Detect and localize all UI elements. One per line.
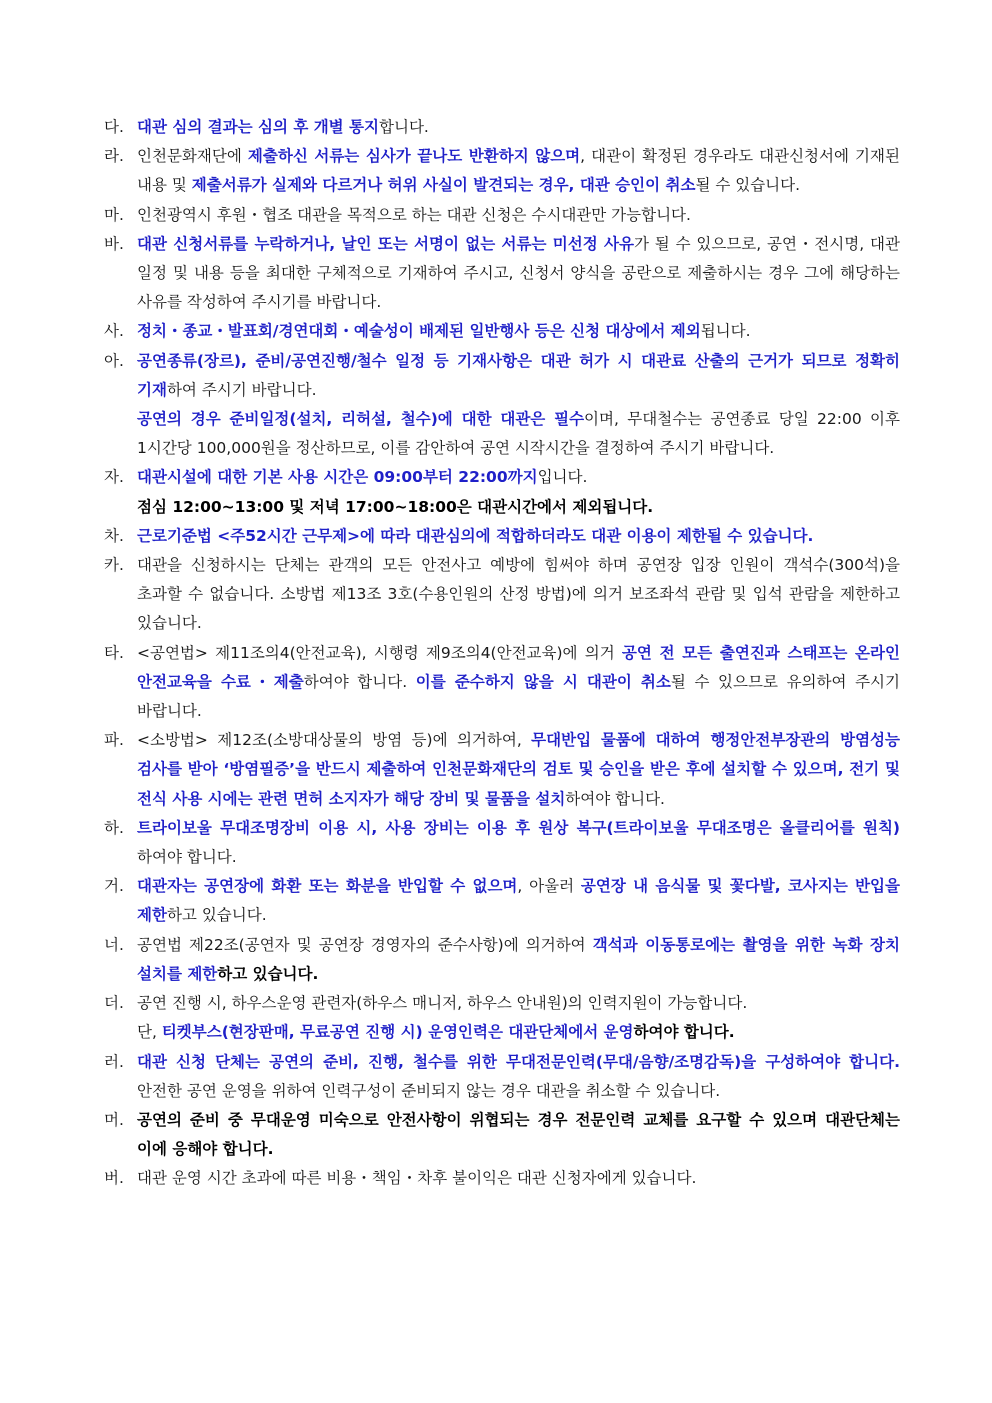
list-item-subparagraph [104,1018,900,1047]
text-segment: 됩니다. [700,322,751,341]
text-segment: 될 수 있습니다. [695,176,801,195]
text-segment: , 대관이 확정된 경우라도 대관신청서에 기재된 내용 및 [137,147,900,195]
list-item [104,142,900,200]
list-item [104,814,900,872]
text-segment: 공연장 내 음식물 및 꽃다발, 코사지는 반입을 제한 [137,877,901,925]
list-item-marker: 라. [104,147,124,166]
text-segment: 하여야 합니다. [303,672,416,691]
text-segment: 대관자는 공연장에 화환 또는 화분을 반입할 수 없으며 [137,877,518,896]
list-item-text [137,551,900,639]
list-item-text [137,201,900,230]
list-item [104,463,900,492]
list-item-text [137,142,900,200]
text-segment: 합니다. [379,118,429,136]
list-item [104,347,900,405]
text-segment: 하여야 합니다. [565,789,665,808]
list-item-marker: 사. [104,322,124,341]
text-segment: 공연 진행 시, 하우스운영 관련자(하우스 매니저, 하우스 안내원)의 인력지원이 가능합니다. [137,994,748,1013]
text-segment: 이를 준수하지 않을 시 대관이 취소 [415,672,671,691]
list-item [104,931,900,989]
list-item-marker: 다. [104,118,124,136]
list-item-text [137,639,900,727]
list-item [104,113,900,142]
text-segment: 대관시설에 대한 기본 사용 시간은 09:00부터 22:00까지 [137,468,538,487]
list-item-marker: 버. [104,1169,124,1188]
text-segment: 인천문화재단에 [137,147,248,166]
text-segment: 입니다. [537,468,588,487]
list-item-marker: 너. [104,935,124,954]
text-segment: 제출서류가 실제와 다르거나 허위 사실이 발견되는 경우, 대관 승인이 취소 [191,176,696,195]
list-item [104,872,900,930]
list-item-marker: 바. [104,234,124,253]
list-item-marker: 카. [104,556,124,575]
text-segment: 가 될 수 있으므로, 공연・전시명, 대관 일정 및 내용 등을 최대한 구체적으로 기재하여 주시고, 신청서 양식을 공란으로 제출하시는 경우 그에 해당하는 사유를 작성하여 주시기를 바랍니다. [137,234,900,312]
list-item [104,230,900,318]
list-item-text [137,814,900,872]
list-item-marker: 차. [104,526,124,545]
list-item-text [137,989,900,1018]
text-segment: 단, [137,1023,162,1042]
text-segment: 하여 주시기 바랍니다. [166,380,317,399]
list-item-text [137,522,900,551]
text-segment: 하여야 합니다. [633,1023,735,1042]
text-segment: 대관 신청 단체는 공연의 준비, 진행, 철수를 위한 무대전문인력(무대/음향/조명감독)을 구성하여야 합니다. [137,1052,900,1071]
text-segment: 공연의 준비 중 무대운영 미숙으로 안전사항이 위협되는 경우 전문인력 교체를 요구할 수 있으며 대관단체는 이에 응해야 합니다. [137,1110,900,1159]
list-item-marker: 러. [104,1052,124,1071]
text-segment: 객석과 이동통로에는 촬영을 위한 녹화 장치 설치를 제한 [137,935,900,983]
text-segment: 안전한 공연 운영을 위하여 인력구성이 준비되지 않는 경우 대관을 취소할 수 있습니다. [137,1081,721,1100]
text-segment: 무대반입 물품에 대하여 행정안전부장관의 방염성능 검사를 받아 ‘방염필증’을 반드시 제출하여 인천문화재단의 검토 및 승인을 받은 후에 설치할 수 있으며, 전기 및 전식 사용 시에는 관련 면허 소지자가 해당 장비 및 물품을 설치 [137,731,900,808]
text-segment: 트라이보울 무대조명장비 이용 시, 사용 장비는 이용 후 원상 복구(트라이보울 무대조명은 올클리어를 원칙) [137,818,900,837]
text-segment: 근로기준법 <주52시간 근무제>에 따라 대관심의에 적합하더라도 대관 이용이 제한될 수 있습니다. [137,526,814,545]
text-segment: 하여야 합니다. [137,848,237,867]
text-segment: 공연종류(장르), 준비/공연진행/철수 일정 등 기재사항은 대관 허가 시 대관료 산출의 근거가 되므로 정확히 기재 [137,351,900,399]
list-item-marker: 하. [104,818,124,837]
list-item-marker: 마. [104,205,124,224]
list-item-text [137,726,900,814]
text-segment: 점심 12:00~13:00 및 저녁 17:00~18:00은 대관시간에서 제외됩니다. [137,497,654,516]
list-item-marker: 더. [104,994,124,1013]
list-item-marker: 파. [104,731,124,750]
text-segment: 대관을 신청하시는 단체는 관객의 모든 안전사고 예방에 힘써야 하며 공연장 입장 인원이 객석수(300석)을 초과할 수 없습니다. 소방법 제13조 3호(수용인원의 산정 방법)에 의거 보조좌석 관람 및 입석 관람을 제한하고 있습니다. [137,556,900,633]
list-item-marker: 아. [104,351,124,370]
text-segment: 대관 신청서류를 누락하거나, 날인 또는 서명이 없는 서류는 미선정 사유 [137,234,634,253]
list-item-text [137,1048,900,1106]
text-segment: 제출하신 서류는 심사가 끝나도 반환하지 않으며 [247,147,581,166]
list-item [104,522,900,551]
list-item [104,1048,900,1106]
list-item [104,1106,900,1164]
text-segment: <공연법> 제11조의4(안전교육), 시행령 제9조의4(안전교육)에 의거 [137,643,622,662]
text-segment: <소방법> 제12조(소방대상물의 방염 등)에 의거하여, [137,731,532,750]
list-item-marker: 거. [104,877,124,896]
list-item-subparagraph [104,493,900,522]
list-item-text [137,1164,900,1193]
text-segment: 대관 운영 시간 초과에 따른 비용・책임・차후 불이익은 대관 신청자에게 있습니다. [137,1169,697,1188]
notice-list [104,113,900,1194]
text-segment: 정치・종교・발표회/경연대회・예술성이 배제된 일반행사 등은 신청 대상에서 제외 [137,322,701,341]
text-segment: 인천광역시 후원・협조 대관을 목적으로 하는 대관 신청은 수시대관만 가능합니다. [137,205,691,224]
list-item-text [137,347,900,405]
list-item-subparagraph [104,405,900,463]
list-item-marker: 타. [104,643,124,662]
list-item [104,639,900,727]
text-segment: 공연의 경우 준비일정(설치, 리허설, 철수)에 대한 대관은 필수 [137,410,585,429]
list-item-text [137,1106,900,1164]
list-item-marker: 자. [104,468,124,487]
text-segment: 대관 심의 결과는 심의 후 개별 통지 [137,118,380,136]
list-item-marker: 머. [104,1110,124,1129]
list-item [104,989,900,1018]
list-item [104,317,900,346]
list-item-text [137,931,900,989]
text-segment: 티켓부스(현장판매, 무료공연 진행 시) 운영인력은 대관단체에서 운영 [161,1023,634,1042]
text-segment: 공연 전 모든 출연진과 스태프는 온라인 안전교육을 수료・제출 [137,643,900,691]
text-segment: 이며, 무대철수는 공연종료 당일 22:00 이후 1시간당 100,000원을 정산하므로, 이를 감안하여 공연 시작시간을 결정하여 주시기 바랍니다. [137,410,900,458]
list-item [104,551,900,639]
list-item-text [137,113,900,142]
text-segment: 하고 있습니다. [217,964,319,983]
text-segment: 될 수 있으므로 유의하여 주시기 바랍니다. [137,672,901,721]
list-item-text [137,230,900,318]
list-item-text [137,872,900,930]
list-item [104,726,900,814]
text-segment: 공연법 제22조(공연자 및 공연장 경영자의 준수사항)에 의거하여 [137,935,593,954]
list-item [104,201,900,230]
list-item-text [137,463,900,492]
list-item-text [137,317,900,346]
list-item [104,1164,900,1193]
text-segment: , 아울러 [517,877,581,896]
text-segment: 하고 있습니다. [166,906,267,925]
